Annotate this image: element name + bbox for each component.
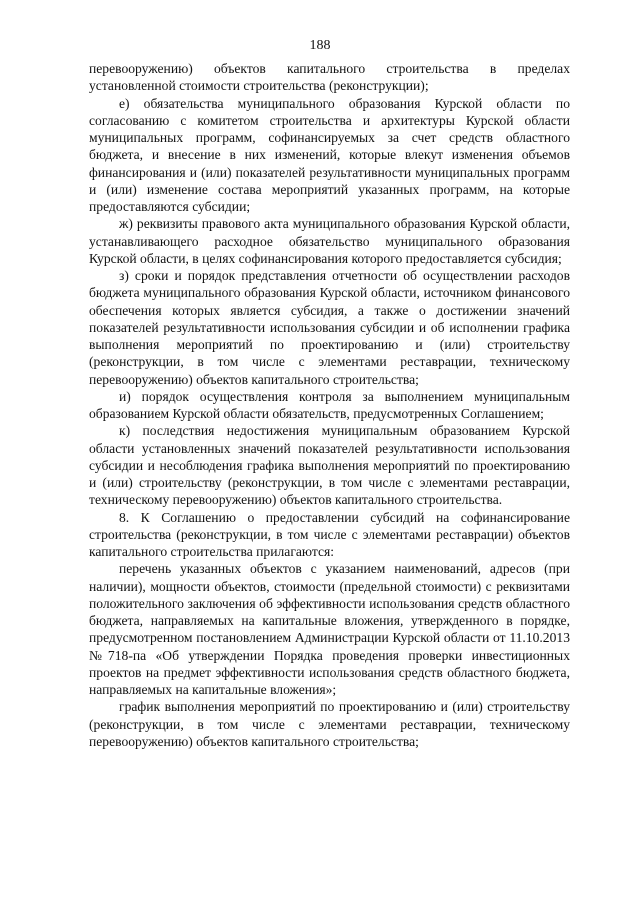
paragraph-continuation: перевооружению) объектов капитального строительства в пределах установленной стоимости строительства (реконструкции);: [89, 61, 570, 94]
paragraph-schedule: график выполнения мероприятий по проектированию и (или) строительству (реконструкции, в том числе с элементами реставрации, техническому перевооружению) объектов капитального строительства;: [89, 699, 570, 749]
document-body: [89, 60, 570, 750]
page-number: 188: [309, 38, 331, 53]
paragraph-item-e: е) обязательства муниципального образования Курской области по согласованию с комитетом строительства и архитектуры Курской области муниципальных программ, софинансируемых за счет средств областного бюджета, и внесение в них изменений, которые влекут изменения объемов финансирования и (или) показателей результативности муниципальных программ и (или) изменение состава мероприятий указанных программ, на которые предоставляются субсидии;: [89, 95, 570, 214]
paragraph-item-k: к) последствия недостижения муниципальным образованием Курской области установленных значений показателей результативности использования субсидии и несоблюдения графика выполнения мероприятий по проектированию и (или) строительству (реконструкции, в том числе с элементами реставрации, техническому перевооружению) объектов капитального строительства.: [89, 423, 570, 508]
paragraph-item-z: з) сроки и порядок представления отчетности об осуществлении расходов бюджета муниципального образования Курской области, источником финансового обеспечения которых является субсидия, а также о достижении значений показателей результативности использования субсидии и об исполнении графика выполнения мероприятий по проектированию и (или) строительству (реконструкции, в том числе с элементами реставрации, техническому перевооружению) объектов капитального строительства;: [89, 268, 570, 387]
paragraph-item-i: и) порядок осуществления контроля за выполнением муниципальным образованием Курской области обязательств, предусмотренных Соглашением;: [89, 388, 570, 421]
paragraph-section-8: 8. К Соглашению о предоставлении субсидий на софинансирование строительства (реконструкции, в том числе с элементами реставрации) объектов капитального строительства прилагаются:: [89, 509, 570, 559]
paragraph-object-list: перечень указанных объектов с указанием наименований, адресов (при наличии), мощности объектов, стоимости (предельной стоимости) с реквизитами положительного заключения об эффективности использования средств областного бюджета, направляемых на капитальные вложения, утвержденного в порядке, предусмотренном постановлением Администрации Курской области от 11.10.2013 №718-па «Об утверждении Порядка проведения проверки инвестиционных проектов на предмет эффективности использования средств областного бюджета, направляемых на капитальные вложения»;: [89, 561, 570, 697]
paragraph-item-zh: ж) реквизиты правового акта муниципального образования Курской области, устанавливающего расходное обязательство муниципального образования Курской области, в целях софинансирования которого предоставляется субсидия;: [89, 216, 570, 266]
